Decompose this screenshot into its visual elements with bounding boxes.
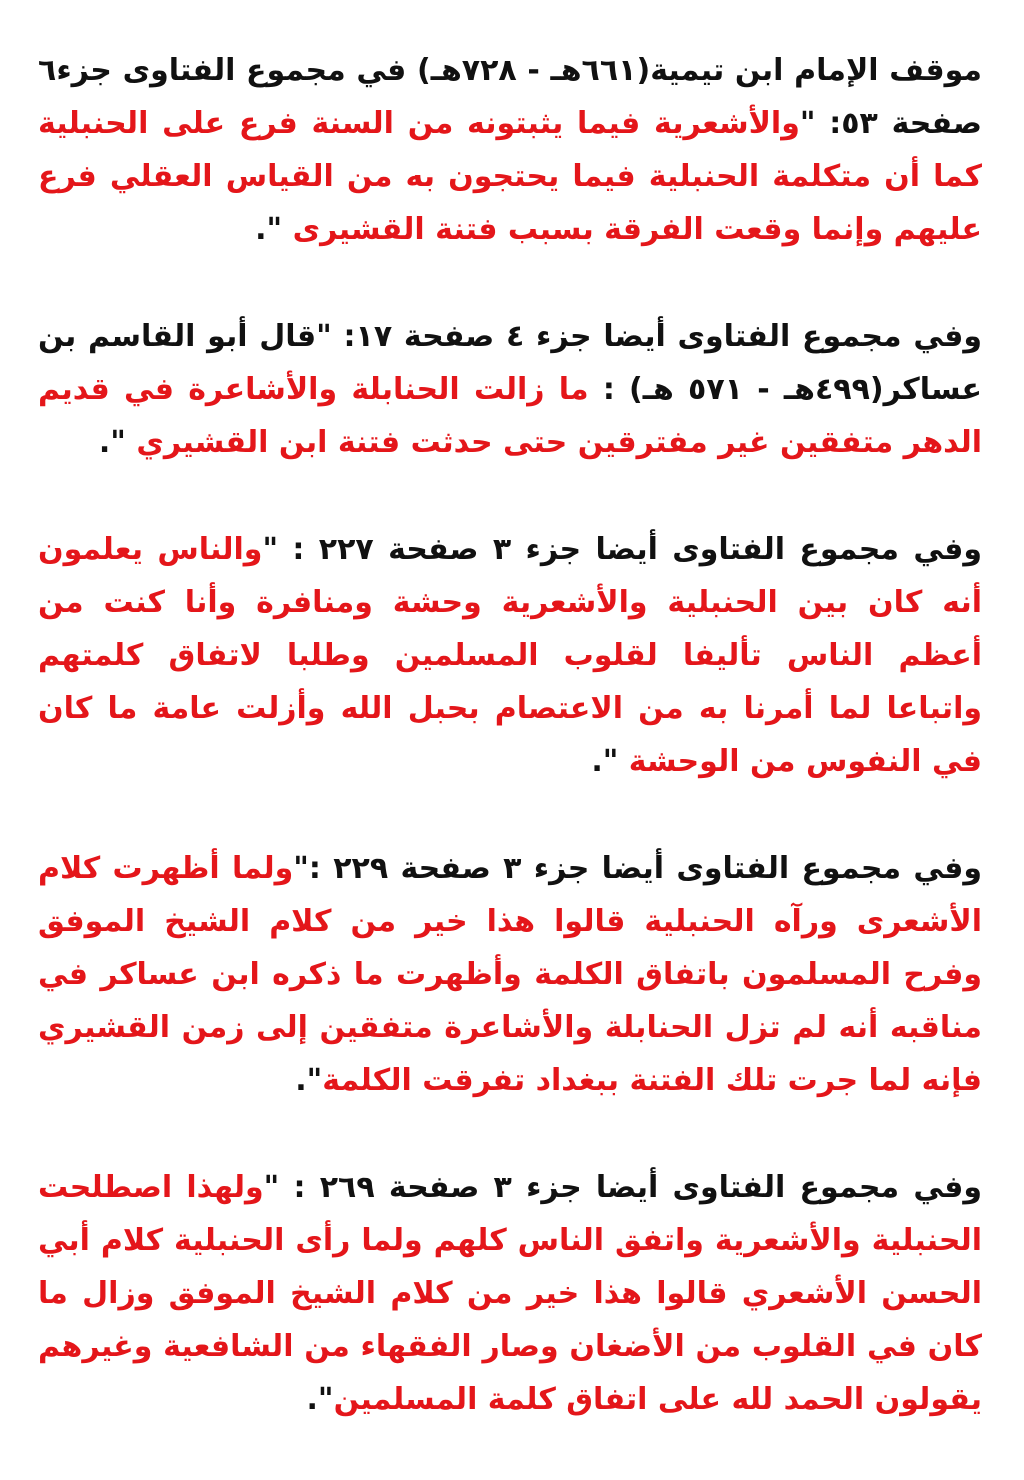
paragraph-4-quote: ولما أظهرت كلام الأشعرى ورآه الحنبلية قالوا هذا خير من كلام الشيخ الموفق وفرح المسلمون باتفاق الكلمة وأظهرت ما ذكره ابن عساكر في مناقبه أنه لم تزل الحنابلة والأشاعرة متفقين إلى زمن القشيري فإنه لما جرت تلك الفتنة ببغداد تفرقت الكلمة bbox=[38, 851, 982, 1098]
paragraph-1-closing: ". bbox=[255, 212, 293, 247]
paragraph-3-closing: ". bbox=[591, 744, 629, 779]
paragraph-2 bbox=[38, 310, 982, 469]
paragraph-4-intro: وفي مجموع الفتاوى أيضا جزء ٣ صفحة ٢٢٩ :" bbox=[293, 851, 982, 886]
paragraph-3-quote: والناس يعلمون أنه كان بين الحنبلية والأشعرية وحشة ومنافرة وأنا كنت من أعظم الناس تأليفا لقلوب المسلمين وطلبا لاتفاق كلمتهم واتباعا لما أمرنا به من الاعتصام بحبل الله وأزلت عامة ما كان في النفوس من الوحشة bbox=[38, 532, 982, 779]
paragraph-4-closing: ". bbox=[295, 1063, 323, 1098]
paragraph-1 bbox=[38, 44, 982, 256]
paragraph-5-intro: وفي مجموع الفتاوى أيضا جزء ٣ صفحة ٢٦٩ : " bbox=[263, 1170, 982, 1205]
paragraph-1-intro: موقف الإمام ابن تيمية(٦٦١هـ - ٧٢٨هـ) في مجموع الفتاوى جزء٦ صفحة ٥٣: " bbox=[38, 53, 983, 141]
paragraph-4 bbox=[38, 842, 982, 1107]
paragraph-5 bbox=[38, 1161, 982, 1426]
paragraph-5-quote: ولهذا اصطلحت الحنبلية والأشعرية واتفق الناس كلهم ولما رأى الحنبلية كلام أبي الحسن الأشعري قالوا هذا خير من كلام الشيخ الموفق وزال ما كان في القلوب من الأضغان وصار الفقهاء من الشافعية وغيرهم يقولون الحمد لله على اتفاق كلمة المسلمين bbox=[38, 1170, 982, 1417]
document-page bbox=[38, 44, 982, 1480]
paragraph-2-intro: وفي مجموع الفتاوى أيضا جزء ٤ صفحة ١٧: "قال أبو القاسم بن عساكر(٤٩٩هـ - ٥٧١ هـ) : bbox=[38, 319, 982, 407]
paragraph-5-closing: ". bbox=[306, 1382, 334, 1417]
paragraph-3 bbox=[38, 523, 982, 788]
paragraph-1-quote: والأشعرية فيما يثبتونه من السنة فرع على الحنبلية كما أن متكلمة الحنبلية فيما يحتجون به من القياس العقلي فرع عليهم وإنما وقعت الفرقة بسبب فتنة القشيرى bbox=[38, 106, 982, 247]
paragraph-3-intro: وفي مجموع الفتاوى أيضا جزء ٣ صفحة ٢٢٧ : " bbox=[262, 532, 982, 567]
paragraph-2-quote: ما زالت الحنابلة والأشاعرة في قديم الدهر متفقين غير مفترقين حتى حدثت فتنة ابن القشيري bbox=[38, 372, 982, 460]
paragraph-2-closing: ". bbox=[98, 425, 137, 460]
